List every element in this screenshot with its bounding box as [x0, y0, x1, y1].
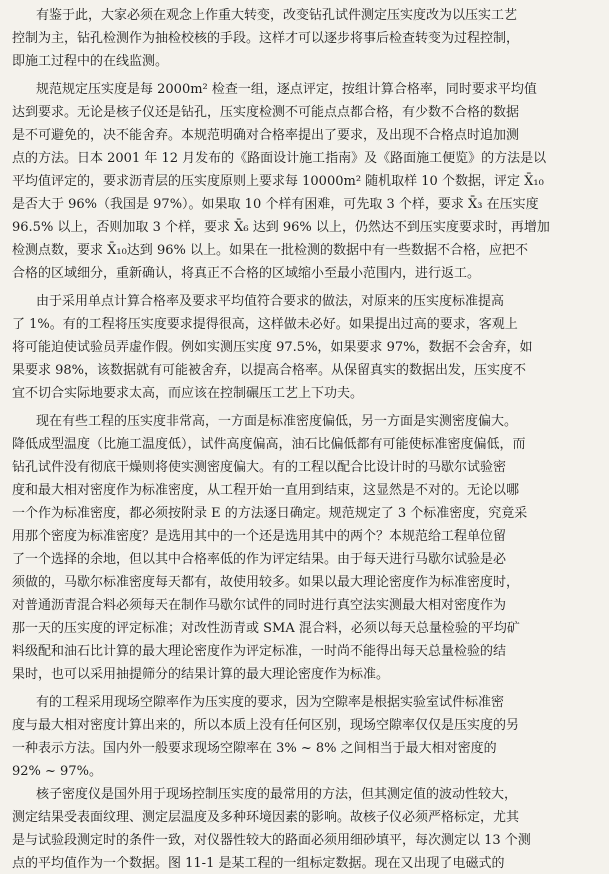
text-line: 了一个选择的余地，但以其中合格率低的作为评定结果。由于每天进行马歇尔试验是必: [12, 552, 507, 567]
text-line: 点的方法。日本 2001 年 12 月发布的《路面设计施工指南》及《路面施工便览》的方法是以: [12, 151, 547, 166]
text-line: 料级配和油石比计算的最大理论密度作为评定标准，一时尚不能得出每天总量检验的结: [12, 644, 507, 659]
text-line: 平均值评定的，要求沥青层的压实度原则上要求每 10000m² 随机取样 10 个数据，评定 X̄₁₀: [12, 174, 544, 189]
text-line: 合格的区域细分，重新确认，将真正不合格的区域缩小至最小范围内，进行返工。: [12, 266, 481, 281]
text-line: 有鉴于此，大家必须在观念上作重大转变，改变钻孔试件测定压实度改为以压实工艺: [36, 8, 518, 23]
text-line: 达到要求。无论是核子仪还是钻孔，压实度检测不可能点点都合格，有少数不合格的数据: [12, 105, 520, 120]
text-line: 将可能迫使试验员弄虚作假。例如实测压实度 97.5%，如果要求 97%，数据不会舍弃，如: [12, 340, 533, 355]
text-line: 果时，也可以采用抽提筛分的结果计算的最大理论密度作为标准。: [12, 667, 390, 682]
text-line: 控制为主，钻孔检测作为抽检校核的手段。这样才可以逐步将事后检查转变为过程控制，: [12, 31, 520, 46]
text-line: 度和最大相对密度作为标准密度，从工程开始一直用到结束，这显然是不对的。无论以哪: [12, 483, 520, 498]
text-line: 点的平均值作为一个数据。图 11-1 是某工程的一组标定数据。现在又出现了电磁式的: [12, 856, 505, 871]
text-line: 是不可避免的，决不能舍弃。本规范明确对合格率提出了要求，及出现不合格点时追加测: [12, 128, 520, 143]
text-line: 宜不切合实际地要求太高，而应该在控制碾压工艺上下功夫。: [12, 386, 364, 401]
text-line: 检测点数，要求 X̄₁₀达到 96% 以上。如果在一批检测的数据中有一些数据不合格，应把不: [12, 243, 528, 258]
text-line: 一种表示方法。国内外一般要求现场空隙率在 3% ~ 8% 之间相当于最大相对密度的: [12, 741, 497, 756]
text-line: 降低成型温度（比施工温度低），试件高度偏高，油石比偏低都有可能使标准密度偏低，而: [12, 437, 526, 452]
text-line: 即施工过程中的在线监测。: [12, 54, 169, 69]
text-line: 规范规定压实度是每 2000m² 检查一组，逐点评定，按组计算合格率，同时要求平均值: [36, 82, 537, 97]
text-line: 92% ~ 97%。: [12, 764, 102, 779]
text-line: 是与试验段测定时的条件一致，对仪器性较大的路面必须用细砂填平，每次测定以 13 个测: [12, 833, 531, 848]
text-line: 对普通沥青混合料必须每天在制作马歇尔试件的同时进行真空法实测最大相对密度作为: [12, 598, 507, 613]
text-line: 了 1%。有的工程将压实度要求提得很高，这样做未必好。如果提出过高的要求，客观上: [12, 317, 518, 332]
text-line: 96.5% 以上，否则加取 3 个样，要求 X̄₆ 达到 96% 以上，仍然达不到压实度要求时，再增加: [12, 220, 550, 235]
text-line: 须做的，马歇尔标准密度每天都有，故使用较多。如果以最大理论密度作为标准密度时，: [12, 575, 520, 590]
text-line: 用那个密度为标准密度？是选用其中的一个还是选用其中的两个？本规范给工程单位留: [12, 529, 507, 544]
text-line: 那一天的压实度的评定标准；对改性沥青或 SMA 混合料，必须以每天总量检验的平均矿: [12, 621, 520, 636]
text-line: 现在有些工程的压实度非常高，一方面是标准密度偏低，另一方面是实测密度偏大。: [36, 414, 518, 429]
text-line: 有的工程采用现场空隙率作为压实度的要求，因为空隙率是根据实验室试件标准密: [36, 695, 505, 710]
text-line: 由于采用单点计算合格率及要求平均值符合要求的做法，对原来的压实度标准提高: [36, 294, 505, 309]
text-line: 测定结果受表面纹理、测定层温度及多种环境因素的影响。故核子仪必须严格标定，尤其: [12, 810, 520, 825]
text-line: 钻孔试件没有彻底干燥则将使实测密度偏大。有的工程以配合比设计时的马歇尔试验密: [12, 460, 507, 475]
text-line: 核子密度仪是国外用于现场控制压实度的最常用的方法，但其测定值的波动性较大，: [36, 787, 518, 802]
text-line: 度与最大相对密度计算出来的，所以本质上没有任何区别，现场空隙率仅仅是压实度的另: [12, 718, 520, 733]
text-line: 一个作为标准密度，都必须按附录 E 的方法逐日确定。规范规定了 3 个标准密度，究竟采: [12, 506, 528, 521]
text-line: 果要求 98%，该数据就有可能被舍弃，以提高合格率。从保留真实的数据出发，压实度不: [12, 363, 527, 378]
text-line: 是否大于 96%（我国是 97%）。如果取 10 个样有困难，可先取 3 个样，要求 X̄₃ 在压实度: [12, 197, 539, 212]
